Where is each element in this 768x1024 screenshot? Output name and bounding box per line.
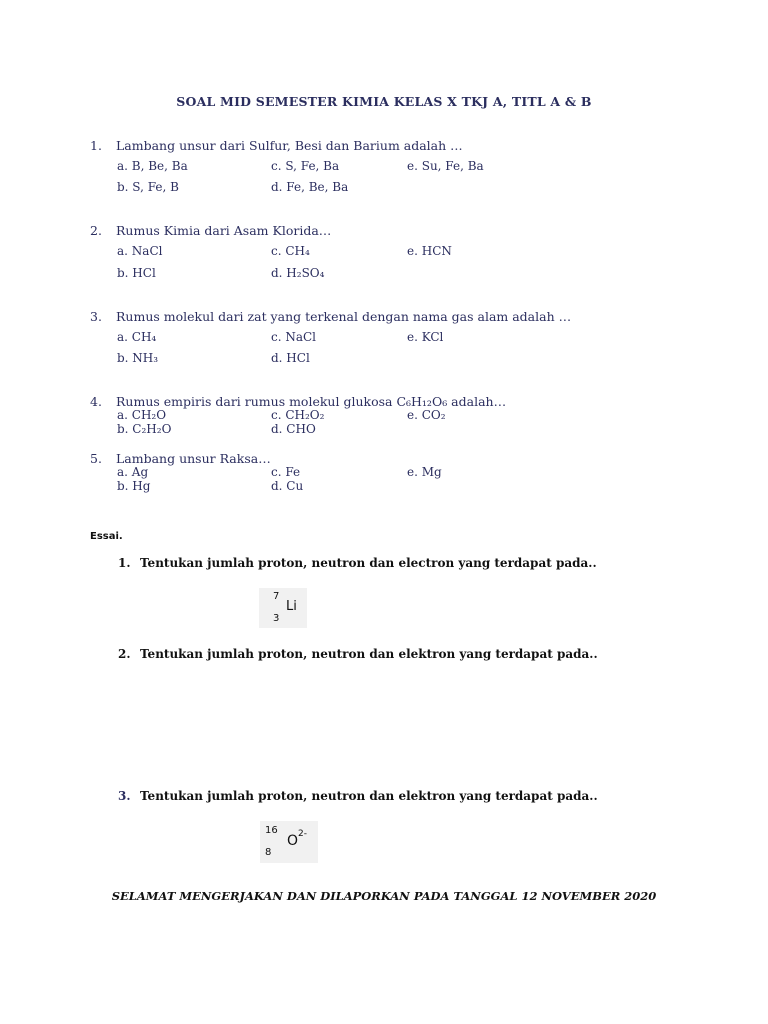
mass-number: 7 xyxy=(273,591,280,602)
option-5c: c. Fe xyxy=(271,465,301,479)
essay-text: Tentukan jumlah proton, neutron dan elektron yang terdapat pada.. xyxy=(140,789,598,803)
option-1d: d. Fe, Be, Ba xyxy=(271,180,349,194)
option-4e: e. CO₂ xyxy=(407,408,446,422)
option-1b: b. S, Fe, B xyxy=(117,180,179,194)
nuclide-lithium xyxy=(259,588,307,628)
question-number: 4. xyxy=(90,394,102,409)
option-4d: d. CHO xyxy=(271,422,316,436)
question-5 xyxy=(90,451,271,466)
essay-number: 3. xyxy=(118,789,131,803)
essay-question-1 xyxy=(118,556,597,570)
option-5b: b. Hg xyxy=(117,479,151,493)
question-number: 3. xyxy=(90,309,102,324)
essay-number: 1. xyxy=(118,556,131,570)
option-3e: e. KCl xyxy=(407,330,444,344)
question-text: Rumus molekul dari zat yang terkenal dengan nama gas alam adalah … xyxy=(116,309,572,324)
essay-number: 2. xyxy=(118,647,131,661)
option-5e: e. Mg xyxy=(407,465,442,479)
option-2d: d. H₂SO₄ xyxy=(271,266,325,280)
essay-text: Tentukan jumlah proton, neutron dan elektron yang terdapat pada.. xyxy=(140,647,598,661)
essay-section-label: Essai. xyxy=(90,531,123,542)
option-1e: e. Su, Fe, Ba xyxy=(407,159,484,173)
option-5a: a. Ag xyxy=(117,465,149,479)
option-3b: b. NH₃ xyxy=(117,351,159,365)
option-1a: a. B, Be, Ba xyxy=(117,159,188,173)
question-text: Lambang unsur Raksa… xyxy=(116,451,271,466)
option-3d: d. HCl xyxy=(271,351,310,365)
closing-note: SELAMAT MENGERJAKAN DAN DILAPORKAN PADA TANGGAL 12 NOVEMBER 2020 xyxy=(111,889,657,903)
element-symbol: Li xyxy=(286,599,297,614)
option-1c: c. S, Fe, Ba xyxy=(271,159,340,173)
atomic-number: 8 xyxy=(265,847,272,858)
option-4b: b. C₂H₂O xyxy=(117,422,172,436)
option-2a: a. NaCl xyxy=(117,244,163,258)
essay-question-3 xyxy=(118,789,598,803)
option-3a: a. CH₄ xyxy=(117,330,157,344)
question-number: 5. xyxy=(90,451,102,466)
mass-number: 16 xyxy=(265,825,278,836)
question-text: Lambang unsur dari Sulfur, Besi dan Barium adalah … xyxy=(116,138,463,153)
question-4 xyxy=(90,394,506,409)
option-3c: c. NaCl xyxy=(271,330,317,344)
essay-question-2 xyxy=(118,647,598,661)
option-4c: c. CH₂O₂ xyxy=(271,408,325,422)
atomic-number: 3 xyxy=(273,613,280,624)
option-4a: a. CH₂O xyxy=(117,408,167,422)
page-title: SOAL MID SEMESTER KIMIA KELAS X TKJ A, TITL A & B xyxy=(176,94,592,109)
ion-charge: 2- xyxy=(298,829,307,839)
question-number: 2. xyxy=(90,223,102,238)
question-2 xyxy=(90,223,331,238)
option-2e: e. HCN xyxy=(407,244,452,258)
question-text: Rumus empiris dari rumus molekul glukosa C₆H₁₂O₆ adalah… xyxy=(116,394,507,409)
question-3 xyxy=(90,309,571,324)
option-5d: d. Cu xyxy=(271,479,304,493)
element-symbol: O xyxy=(287,833,299,849)
question-1 xyxy=(90,138,463,153)
essay-text: Tentukan jumlah proton, neutron dan electron yang terdapat pada.. xyxy=(140,556,597,570)
question-text: Rumus Kimia dari Asam Klorida… xyxy=(116,223,332,238)
option-2b: b. HCl xyxy=(117,266,156,280)
option-2c: c. CH₄ xyxy=(271,244,310,258)
question-number: 1. xyxy=(90,138,102,153)
nuclide-oxygen-ion xyxy=(260,821,318,863)
